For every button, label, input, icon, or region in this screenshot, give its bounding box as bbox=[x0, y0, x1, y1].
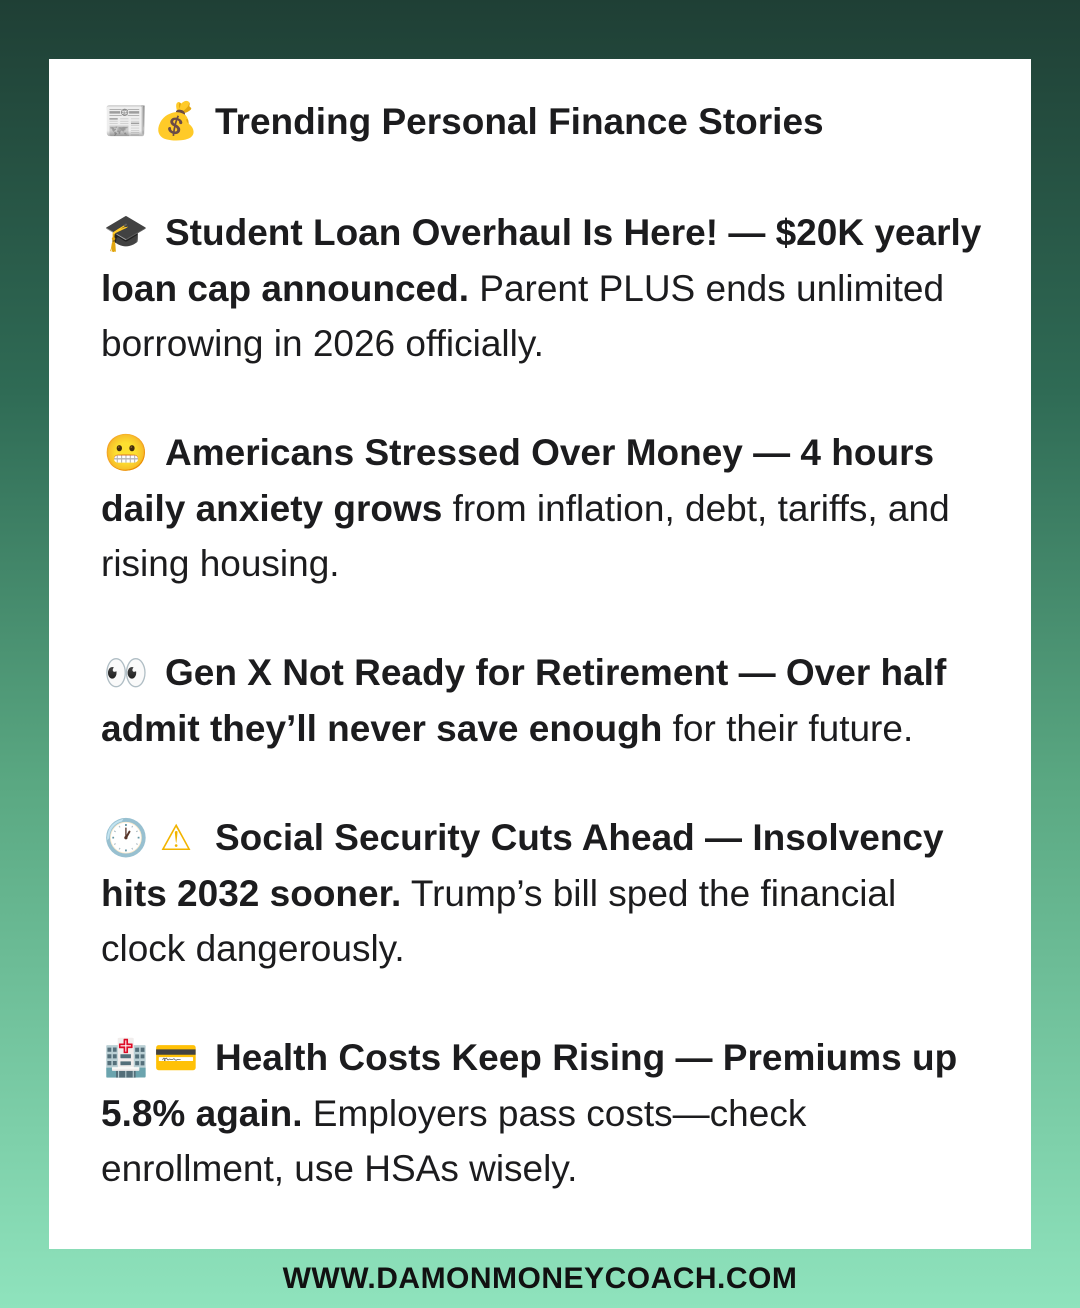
page-title: Trending Personal Finance Stories bbox=[215, 101, 824, 142]
story-health-costs bbox=[101, 1030, 987, 1196]
story-body: Trump’s bill sped the financial clock dangerously. bbox=[101, 873, 897, 969]
story-money-stress bbox=[101, 425, 987, 591]
eyes-icon: 👀 bbox=[103, 653, 149, 694]
story-headline: Gen X Not Ready for Retirement — Over half admit they’ll never save enough bbox=[101, 652, 947, 749]
money-bag-icon: 💰 bbox=[153, 101, 199, 142]
newspaper-icon: 📰 bbox=[103, 101, 149, 142]
graduation-cap-icon: 🎓 bbox=[103, 213, 149, 254]
story-headline: Student Loan Overhaul Is Here! — $20K yearly loan cap announced. bbox=[101, 212, 982, 309]
grimacing-face-icon: 😬 bbox=[103, 433, 149, 474]
warning-icon: ⚠ bbox=[159, 818, 193, 859]
story-body: Employers pass costs—check enrollment, use HSAs wisely. bbox=[101, 1093, 807, 1189]
story-body: from inflation, debt, tariffs, and rising housing. bbox=[101, 488, 950, 584]
header bbox=[101, 95, 987, 149]
hospital-icon: 🏥 bbox=[103, 1038, 149, 1079]
story-body: Parent PLUS ends unlimited borrowing in 2026 officially. bbox=[101, 268, 945, 364]
story-headline: Social Security Cuts Ahead — Insolvency hits 2032 sooner. bbox=[101, 817, 944, 914]
footer-url: WWW.DAMONMONEYCOACH.COM bbox=[282, 1261, 798, 1295]
credit-card-icon: 💳 bbox=[153, 1038, 199, 1079]
story-gen-x-retirement bbox=[101, 645, 987, 756]
post-card bbox=[49, 59, 1031, 1249]
clock-icon: 🕐 bbox=[103, 818, 149, 859]
story-headline: Americans Stressed Over Money — 4 hours daily anxiety grows bbox=[101, 432, 935, 529]
story-student-loans bbox=[101, 205, 987, 371]
story-body: for their future. bbox=[662, 708, 914, 749]
story-social-security bbox=[101, 810, 987, 976]
story-headline: Health Costs Keep Rising — Premiums up 5.8% again. bbox=[101, 1037, 958, 1134]
